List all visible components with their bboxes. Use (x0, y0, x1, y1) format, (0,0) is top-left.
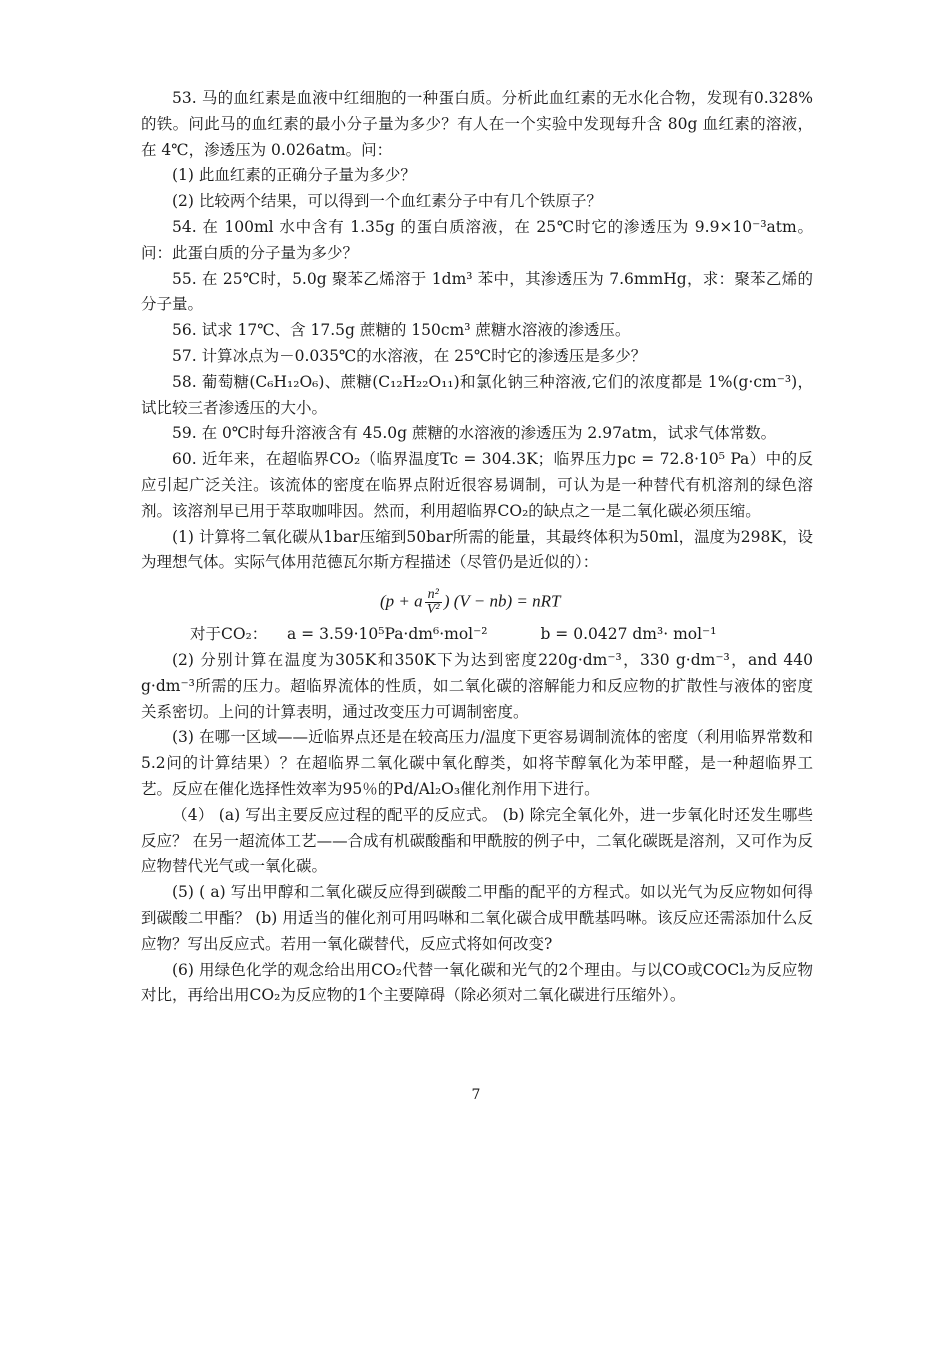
problem-53: 53. 马的血红素是血液中红细胞的一种蛋白质。分析此血红素的无水化合物，发现有0.328%的铁。问此马的血红素的最小分子量为多少？有人在一个实验中发现每升含 80g 血红素的溶液，在 4℃，渗透压为 0.026atm。问： (141, 89, 813, 159)
problem-55: 55. 在 25℃时，5.0g 聚苯乙烯溶于 1dm³ 苯中，其渗透压为 7.6mmHg，求：聚苯乙烯的分子量。 (141, 269, 813, 314)
constant-b: b = 0.0427 dm³· mol⁻¹ (540, 625, 717, 644)
problem-57: 57. 计算冰点为－0.035℃的水溶液，在 25℃时它的渗透压是多少？ (172, 346, 647, 365)
formula-open: (p + a (380, 591, 423, 611)
van-der-waals-equation (141, 576, 813, 620)
problem-60-part-6: (6) 用绿色化学的观念给出用CO₂代替一氧化碳和光气的2个理由。与以CO或COCl₂为反应物对比，再给出用CO₂为反应物的1个主要障碍（除必须对二氧化碳进行压缩外）。 (141, 960, 813, 1005)
problem-53-part-2: (2) 比较两个结果，可以得到一个血红素分子中有几个铁原子？ (172, 192, 602, 211)
problem-58: 58. 葡萄糖(C₆H₁₂O₆)、蔗糖(C₁₂H₂₂O₁₁)和氯化钠三种溶液,它们的浓度都是 1%(g·cm⁻³)，试比较三者渗透压的大小。 (141, 372, 813, 417)
problem-60-part-5: (5) ( a) 写出甲醇和二氧化碳反应得到碳酸二甲酯的配平的方程式。如以光气为反应物如何得到碳酸二甲酯？ (b) 用适当的催化剂可用吗啉和二氧化碳合成甲酰基吗啉。该反应还需添加什么反应物？写出反应式。若用一氧化碳替代，反应式将如何改变? (141, 883, 813, 953)
page-number: 7 (471, 1087, 481, 1103)
constants-label: 对于CO₂： (190, 625, 268, 644)
problem-60-part-1: (1) 计算将二氧化碳从1bar压缩到50bar所需的能量，其最终体积为50ml，温度为298K，设为理想气体。实际气体用范德瓦尔斯方程描述（尽管仍是近似的）： (141, 527, 813, 572)
formula-rest: ) (V − nb) = nRT (443, 591, 561, 611)
problem-54: 54. 在 100ml 水中含有 1.35g 的蛋白质溶液，在 25℃时它的渗透压为 9.9×10⁻³atm。问：此蛋白质的分子量为多少？ (141, 217, 813, 262)
problem-60-part-2: (2) 分别计算在温度为305K和350K下为达到密度220g·dm⁻³，330 g·dm⁻³，and 440 g·dm⁻³所需的压力。超临界流体的性质，如二氧化碳的溶解能力和反应物的扩散性与液体的密度关系密切。上问的计算表明，通过改变压力可调制密度。 (141, 650, 813, 721)
problem-56: 56. 试求 17℃、含 17.5g 蔗糖的 150cm³ 蔗糖水溶液的渗透压。 (172, 321, 631, 340)
constant-a: a = 3.59·10⁵Pa·dm⁶·mol⁻² (287, 625, 488, 644)
formula-fraction (425, 588, 442, 617)
problem-59: 59. 在 0℃时每升溶液含有 45.0g 蔗糖的水溶液的渗透压为 2.97atm，试求气体常数。 (172, 424, 777, 443)
formula-numerator: n² (425, 588, 442, 603)
problem-60-part-4: （4） (a) 写出主要反应过程的配平的反应式。 (b) 除完全氧化外，进一步氧化时还发生哪些反应？ 在另一超流体工艺——合成有机碳酸酯和甲酰胺的例子中，二氧化碳既是溶剂，又可作为反应物替代光气或一氧化碳。 (141, 805, 813, 876)
problem-60-part-3: (3) 在哪一区域——近临界点还是在较高压力/温度下更容易调制流体的密度（利用临界常数和5.2问的计算结果）？在超临界二氧化碳中氧化醇类，如将苄醇氧化为苯甲醛，是一种超临界工艺。反应在催化选择性效率为95％的Pd/Al₂O₃催化剂作用下进行。 (141, 728, 813, 798)
page-content (141, 86, 813, 1009)
problem-53-part-1: (1) 此血红素的正确分子量为多少？ (172, 166, 416, 185)
co2-constants (190, 622, 813, 648)
problem-60: 60. 近年来，在超临界CO₂（临界温度Tc = 304.3K；临界压力pc = 72.8·10⁵ Pa）中的反应引起广泛关注。该流体的密度在临界点附近很容易调制，可认为是一种替代有机溶剂的绿色溶剂。该溶剂早已用于萃取咖啡因。然而，利用超临界CO₂的缺点之一是二氧化碳必须压缩。 (141, 450, 813, 520)
formula-denominator: V² (426, 602, 440, 618)
